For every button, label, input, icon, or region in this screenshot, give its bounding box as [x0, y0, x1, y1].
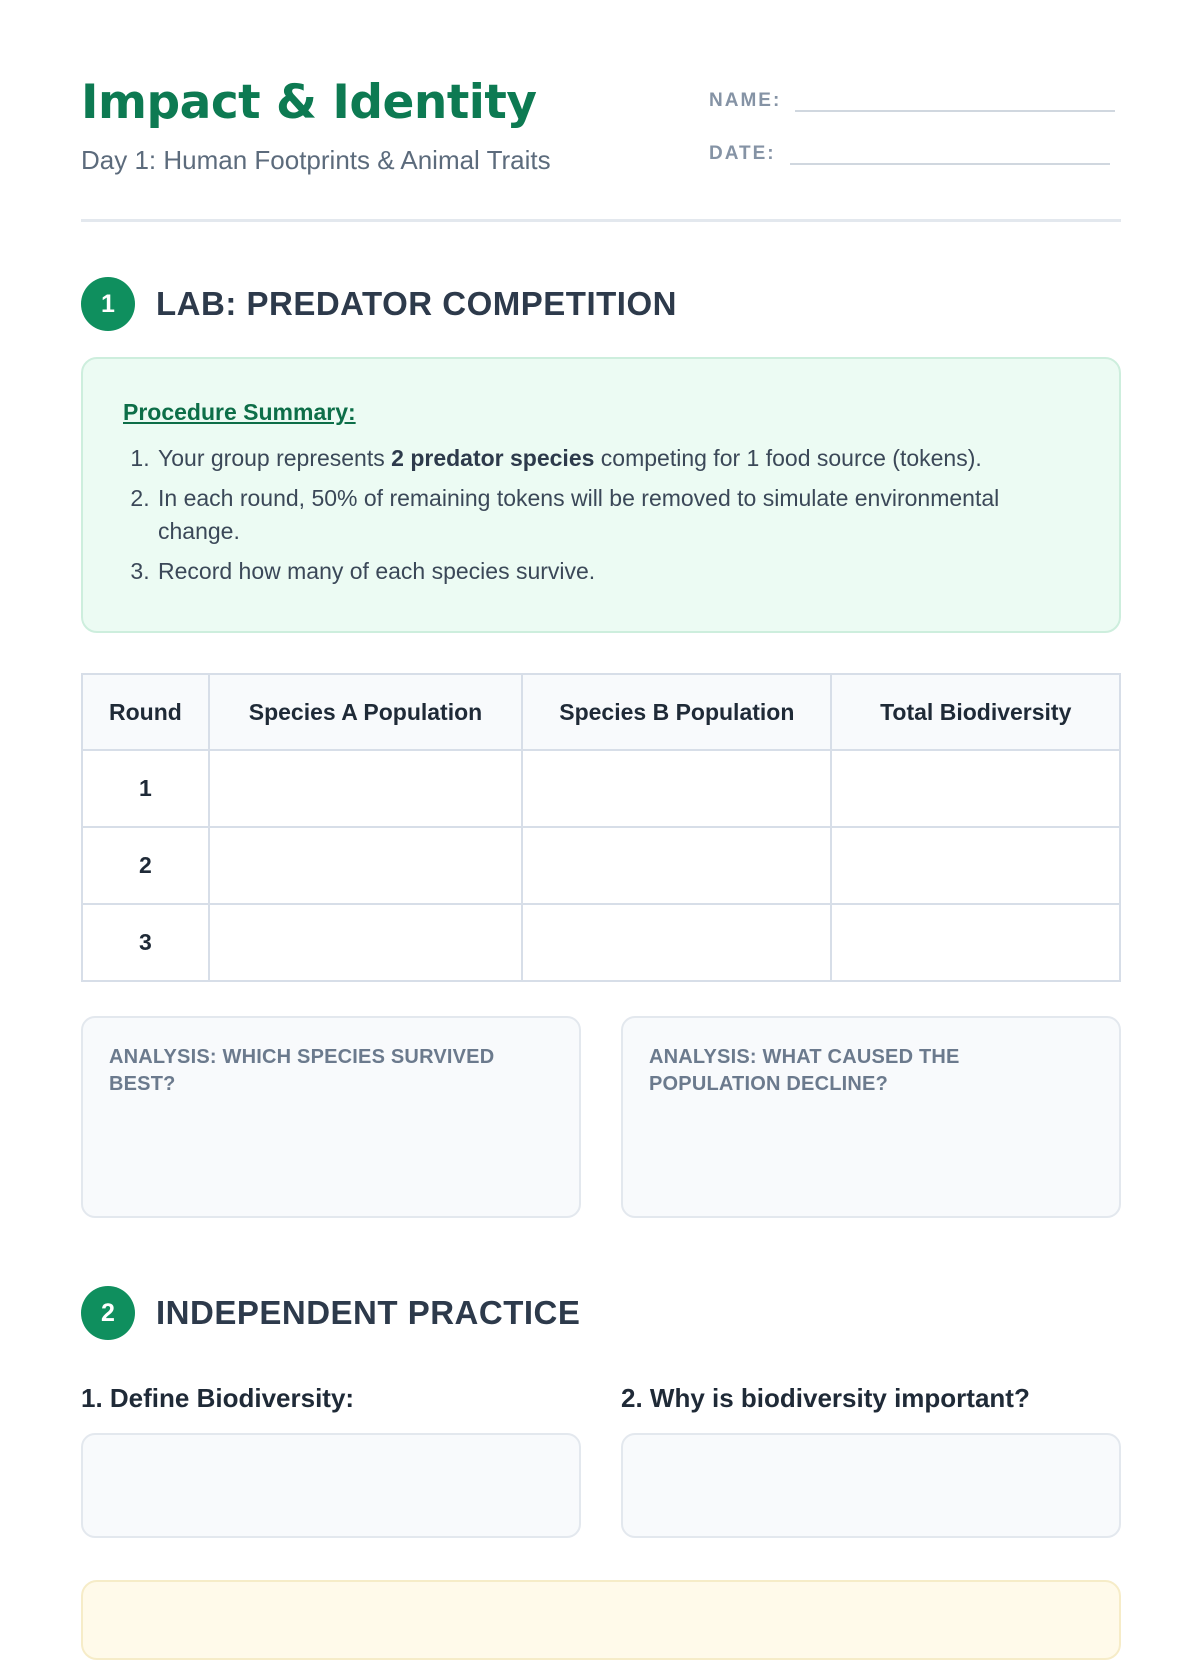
- date-label: DATE:: [709, 143, 776, 164]
- procedure-summary-box: [81, 357, 1121, 633]
- species-a-cell[interactable]: [209, 827, 522, 904]
- procedure-step: [156, 442, 1079, 475]
- name-field: [709, 88, 1115, 112]
- procedure-title: Procedure Summary:: [123, 399, 356, 425]
- step-text: Your group represents: [158, 445, 392, 471]
- analysis-box-decline[interactable]: [621, 1016, 1121, 1218]
- table-row: [82, 750, 1120, 827]
- section-title: LAB: PREDATOR COMPETITION: [156, 285, 677, 322]
- section-1-heading: [81, 277, 677, 331]
- species-b-cell[interactable]: [522, 827, 831, 904]
- page-title: Impact & Identity: [81, 75, 537, 130]
- step-emphasis: 2 predator species: [391, 445, 595, 471]
- analysis-question: ANALYSIS: WHICH SPECIES SURVIVED BEST?: [109, 1046, 495, 1095]
- procedure-steps: [123, 442, 1079, 588]
- population-data-table: [81, 673, 1121, 982]
- species-b-cell[interactable]: [522, 904, 831, 981]
- worksheet-page: [81, 0, 1121, 1413]
- name-input-line[interactable]: [795, 88, 1115, 112]
- column-header: Total Biodiversity: [831, 674, 1120, 750]
- practice-question-2: 2. Why is biodiversity important?: [621, 1383, 1030, 1413]
- date-field: [709, 141, 1110, 165]
- analysis-box-survival[interactable]: [81, 1016, 581, 1218]
- round-number: 1: [82, 750, 209, 827]
- section-2-heading: [81, 1286, 580, 1340]
- species-b-cell[interactable]: [522, 750, 831, 827]
- analysis-question: ANALYSIS: WHAT CAUSED THE POPULATION DECLINE?: [649, 1046, 960, 1095]
- practice-question-1: 1. Define Biodiversity:: [81, 1383, 355, 1413]
- total-biodiversity-cell[interactable]: [831, 750, 1120, 827]
- column-header: Species A Population: [209, 674, 522, 750]
- date-input-line[interactable]: [790, 141, 1110, 165]
- section-number-badge: 1: [81, 277, 135, 331]
- procedure-step: 2. In each round, 50% of remaining tokens will be removed to simulate environmental change.: [156, 482, 1079, 548]
- table-row: [82, 827, 1120, 904]
- worksheet-header: [81, 0, 1121, 222]
- answer-box-importance[interactable]: [621, 1433, 1121, 1538]
- species-a-cell[interactable]: [209, 750, 522, 827]
- column-header: Round: [82, 674, 209, 750]
- section-number-badge: 2: [81, 1286, 135, 1340]
- total-biodiversity-cell[interactable]: [831, 904, 1120, 981]
- table-row: [82, 904, 1120, 981]
- name-label: NAME:: [709, 90, 782, 111]
- section-title: INDEPENDENT PRACTICE: [156, 1294, 581, 1331]
- round-number: 2: [82, 827, 209, 904]
- round-number: 3: [82, 904, 209, 981]
- species-a-cell[interactable]: [209, 904, 522, 981]
- procedure-step: 3. Record how many of each species survive.: [156, 555, 1079, 588]
- total-biodiversity-cell[interactable]: [831, 827, 1120, 904]
- step-text: competing for 1 food source (tokens).: [594, 445, 982, 471]
- answer-box-define[interactable]: [81, 1433, 581, 1538]
- page-subtitle: Day 1: Human Footprints & Animal Traits: [81, 145, 551, 175]
- next-section-box: [81, 1580, 1121, 1660]
- column-header: Species B Population: [522, 674, 831, 750]
- table-header-row: [82, 674, 1120, 750]
